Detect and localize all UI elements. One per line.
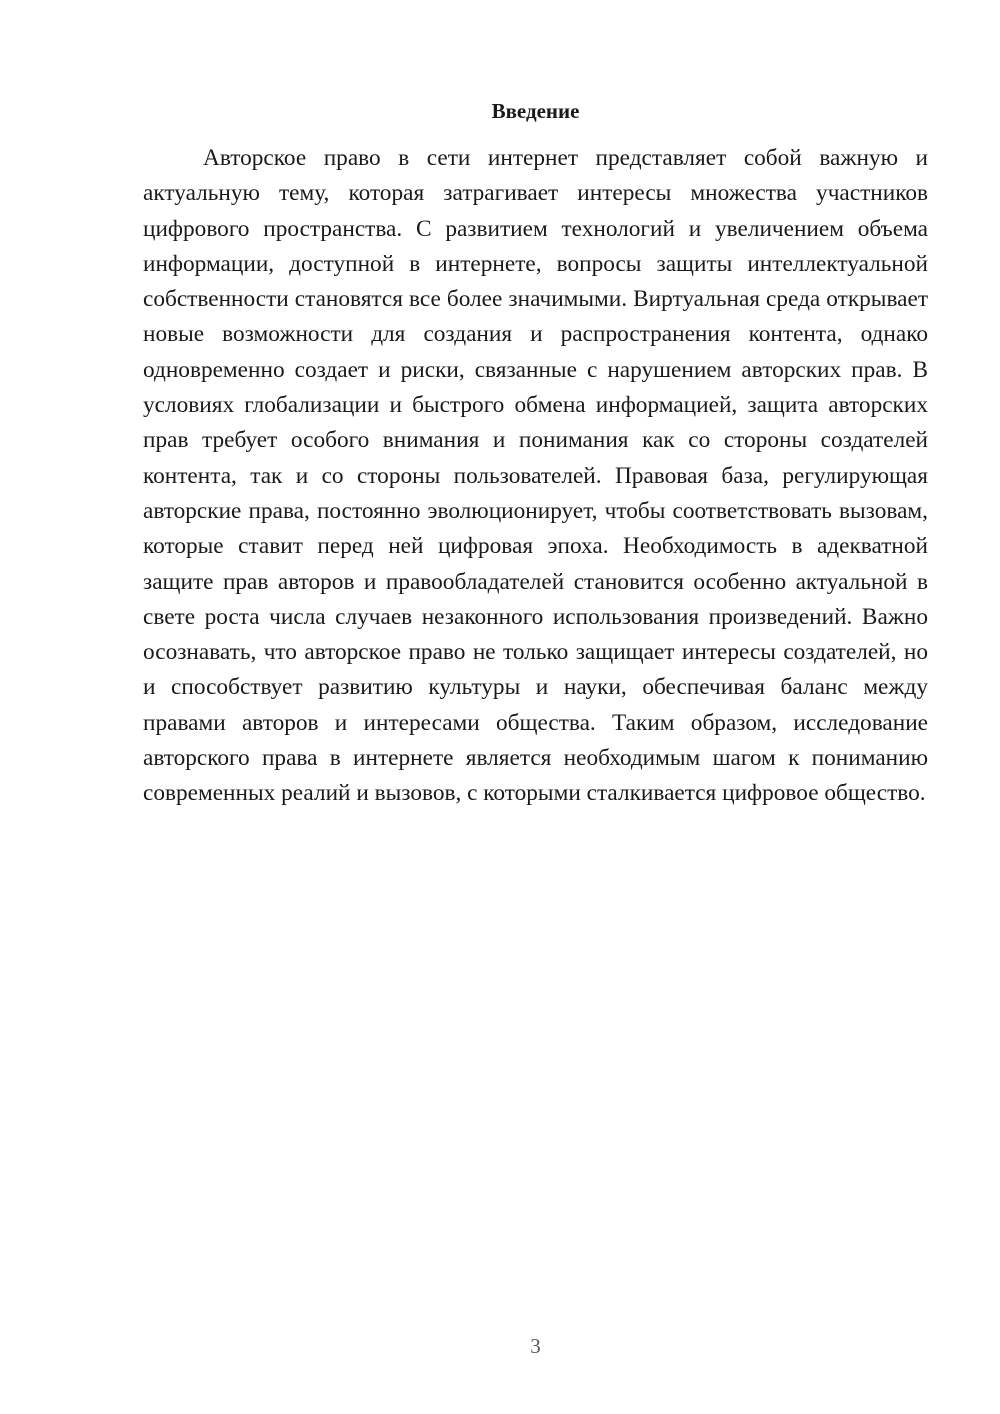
intro-paragraph: Авторское право в сети интернет представляет собой важную и актуальную тему, которая затрагивает интересы множества участников цифрового пространства. С развитием технологий и увеличением объема информации, доступной в интернете, вопросы защиты интеллектуальной собственности становятся все более значимыми. Виртуальная среда открывает новые возможности для создания и распространения контента, однако одновременно создает и риски, связанные с нарушением авторских прав. В условиях глобализации и быстрого обмена информацией, защита авторских прав требует особого внимания и понимания как со стороны создателей контента, так и со стороны пользователей. Правовая база, регулирующая авторские права, постоянно эволюционирует, чтобы соответствовать вызовам, которые ставит перед ней цифровая эпоха. Необходимость в адекватной защите прав авторов и правообладателей становится особенно актуальной в свете роста числа случаев незаконного использования произведений. Важно осознавать, что авторское право не только защищает интересы создателей, но и способствует развитию культуры и науки, обеспечивая баланс между правами авторов и интересами общества. Таким образом, исследование авторского права в интернете является необходимым шагом к пониманию современных реалий и вызовов, с которыми сталкивается цифровое общество. bbox=[143, 145, 928, 807]
page-number: 3 bbox=[530, 1334, 541, 1358]
section-heading: Введение bbox=[491, 99, 580, 123]
